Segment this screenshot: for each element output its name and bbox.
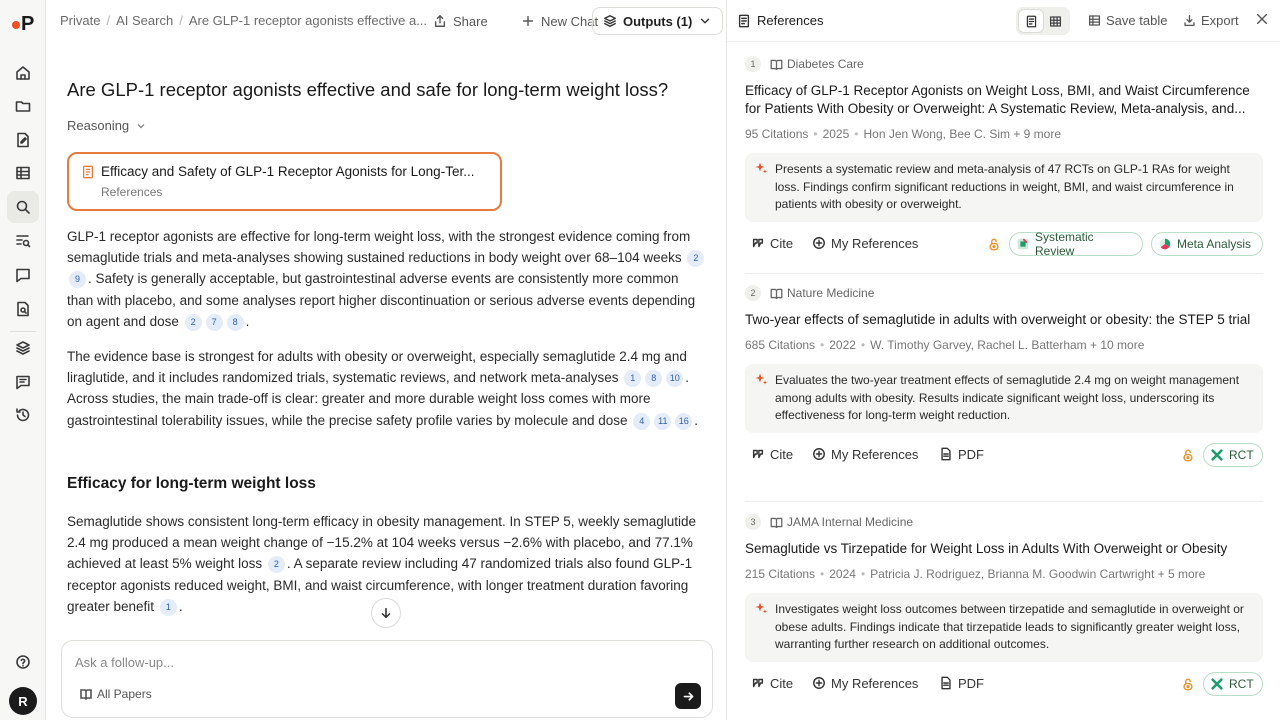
new-chat-label: New Chat — [541, 13, 599, 29]
sparkle-icon — [755, 602, 767, 614]
citation-chip[interactable]: 1 — [160, 599, 177, 616]
chevron-down-icon — [135, 120, 147, 132]
cite-button[interactable] — [751, 676, 793, 691]
citation-chip[interactable]: 9 — [69, 271, 86, 288]
outputs-label: Outputs (1) — [623, 13, 693, 29]
citation-chip[interactable]: 8 — [645, 370, 662, 387]
tag-label: RCT — [1229, 447, 1254, 462]
help-icon[interactable] — [7, 646, 39, 678]
open-access-icon — [1181, 447, 1195, 463]
message-list-icon[interactable] — [7, 366, 39, 398]
plus-circle-icon — [812, 447, 826, 461]
my-references-button[interactable] — [812, 236, 918, 251]
reference-actions — [745, 672, 1263, 698]
table-view-icon[interactable] — [1043, 10, 1067, 32]
question-title: Are GLP-1 receptor agonists effective and safe for long-term weight loss? — [67, 79, 669, 100]
table-icon — [1088, 14, 1101, 27]
sparkle-icon — [755, 373, 767, 385]
breadcrumb-private[interactable]: Private — [60, 13, 101, 28]
my-references-button[interactable] — [812, 447, 918, 462]
reference-number: 1 — [745, 56, 761, 72]
outputs-dropdown[interactable] — [592, 7, 723, 35]
list-view-icon[interactable] — [1019, 10, 1043, 32]
layers-icon[interactable] — [7, 332, 39, 364]
reference-summary — [745, 153, 1263, 222]
book-icon — [770, 287, 783, 300]
cite-label: Cite — [770, 675, 794, 691]
citation-chip[interactable]: 7 — [206, 314, 223, 331]
document-icon — [81, 165, 95, 179]
app-logo[interactable] — [12, 14, 34, 34]
authors: Patricia J. Rodriguez, Brianna M. Goodwin Cartwright + 5 more — [870, 567, 1206, 581]
reference-title[interactable]: Two-year effects of semaglutide in adults with overweight or obesity: the STEP 5 trial — [745, 312, 1251, 327]
citation-chip[interactable]: 11 — [654, 413, 671, 430]
study-type-tag[interactable] — [1203, 672, 1263, 696]
my-references-label: My References — [831, 235, 919, 251]
reference-title[interactable]: Semaglutide vs Tirzepatide for Weight Loss in Adults With Overweight or Obesity — [745, 541, 1228, 556]
search-icon[interactable] — [7, 191, 39, 223]
answer-text: . Across studies, the main trade-off is clear: greater and more durable weight loss comes with more gastrointestinal tolerability issues, while the precise safety profile varies by molecule and dose — [67, 370, 690, 428]
summary-text: Evaluates the two-year treatment effects of semaglutide 2.4 mg on weight management among adults with obesity. Results indicate significant weight loss, underscoring its effectiveness for long-term weight reduction. — [775, 373, 1240, 423]
rct-icon — [1210, 448, 1224, 462]
home-icon[interactable] — [7, 57, 39, 89]
reference-card-subtitle: References — [101, 185, 163, 199]
view-toggle — [1016, 7, 1070, 35]
history-icon[interactable] — [7, 399, 39, 431]
tag-label: Meta Analysis — [1177, 236, 1252, 251]
answer-text: . Safety is generally acceptable, but gastrointestinal adverse events are consistently more common than with placebo, and some analyses report higher discontinuation or serious adverse events depending on agent and dose — [67, 271, 696, 329]
pdf-button[interactable] — [939, 447, 984, 462]
meta-dot: • — [860, 567, 866, 581]
send-button[interactable] — [675, 683, 701, 709]
references-panel — [727, 0, 1280, 720]
reference-journal — [745, 285, 1263, 301]
authors: Hon Jen Wong, Bee C. Sim + 9 more — [863, 127, 1062, 141]
share-label: Share — [453, 13, 488, 29]
reference-actions — [745, 443, 1263, 469]
open-access-icon — [987, 236, 1001, 252]
save-table-button[interactable] — [1088, 13, 1167, 28]
summary-text: Presents a systematic review and meta-analysis of 47 RCTs on GLP-1 RAs for weight loss. Findings confirm significant reductions in weight, BMI, and waist circumference in patients with obesity or overweight. — [775, 162, 1234, 212]
citation-chip[interactable]: 16 — [675, 413, 692, 430]
my-references-button[interactable] — [812, 676, 918, 691]
reference-number: 3 — [745, 514, 761, 530]
pdf-icon — [939, 447, 953, 461]
book-icon — [770, 58, 783, 71]
section-heading: Efficacy for long-term weight loss — [67, 475, 316, 492]
meta-dot: • — [854, 127, 859, 141]
citation-chip[interactable]: 8 — [227, 314, 244, 331]
review-icon — [1016, 237, 1030, 251]
reference-entry — [745, 56, 1263, 258]
citation-chip[interactable]: 2 — [185, 314, 202, 331]
answer-text: . A separate review including 47 randomized trials also found GLP-1 receptor agonists reduced weight, BMI, and waist circumference, with longer treatment duration favoring greater benefit — [67, 556, 693, 614]
breadcrumb-current: Are GLP-1 receptor agonists effective a... — [188, 13, 428, 28]
citation-chip[interactable]: 10 — [666, 370, 683, 387]
citation-count: 215 Citations — [745, 567, 816, 581]
folder-icon[interactable] — [7, 90, 39, 122]
arrow-right-icon — [682, 690, 695, 703]
reference-entry — [745, 285, 1263, 469]
plus-icon — [521, 14, 535, 28]
download-icon — [1183, 14, 1196, 27]
citation-chip[interactable]: 2 — [268, 556, 285, 573]
sparkle-icon — [755, 162, 767, 174]
references-title — [737, 13, 823, 28]
reference-actions — [745, 229, 1263, 258]
document-icon — [737, 14, 751, 28]
publication-year: 2025 — [822, 127, 850, 141]
answer-text: The evidence base is strongest for adults with obesity or overweight, especially semaglutide 2.4 mg and liraglutide, and it includes randomized trials, systematic reviews, and network meta-analyses — [67, 349, 687, 386]
cite-label: Cite — [770, 446, 794, 462]
follow-up-input[interactable] — [75, 651, 675, 673]
pdf-label: PDF — [958, 675, 984, 691]
study-type-tag[interactable] — [1009, 229, 1143, 258]
reference-summary — [745, 593, 1263, 662]
citation-chip[interactable]: 1 — [624, 370, 641, 387]
scroll-down-button[interactable] — [371, 598, 401, 628]
publication-year: 2024 — [829, 567, 856, 581]
tag-label: RCT — [1229, 676, 1254, 691]
pdf-icon — [939, 676, 953, 690]
breadcrumb-ai-search[interactable]: AI Search — [116, 13, 174, 28]
book-icon — [770, 516, 783, 529]
answer-text: . — [245, 313, 250, 329]
chevron-down-icon — [698, 14, 712, 28]
pie-chart-icon — [1158, 237, 1172, 251]
save-table-label: Save table — [1106, 13, 1168, 28]
reference-journal — [745, 514, 1263, 530]
logo-dot — [12, 21, 20, 29]
cite-label: Cite — [770, 235, 794, 251]
pdf-label: PDF — [958, 446, 984, 462]
journal-name: Nature Medicine — [787, 286, 875, 300]
reasoning-label: Reasoning — [67, 118, 130, 133]
quote-icon — [751, 676, 765, 690]
export-label: Export — [1201, 13, 1239, 28]
meta-dot: • — [860, 338, 866, 352]
reference-divider — [745, 273, 1263, 274]
study-type-tag[interactable] — [1203, 443, 1263, 467]
reference-meta — [745, 127, 1263, 141]
citation-count: 685 Citations — [745, 338, 816, 352]
chat-panel — [46, 0, 727, 720]
answer-paragraph-2 — [67, 346, 707, 431]
summary-text: Investigates weight loss outcomes between tirzepatide and semaglutide in overweight or obese adults. Findings indicate that tirzepatide leads to significantly greater weight loss, warranting further research on additional outcomes. — [775, 602, 1244, 652]
journal-name: JAMA Internal Medicine — [787, 515, 914, 529]
reference-entry — [745, 514, 1263, 698]
reference-number: 2 — [745, 285, 761, 301]
meta-dot: • — [813, 127, 818, 141]
reference-journal — [745, 56, 1263, 72]
arrow-down-icon — [379, 606, 393, 620]
meta-dot: • — [820, 338, 825, 352]
pdf-button[interactable] — [939, 676, 984, 691]
cite-button[interactable] — [751, 447, 793, 462]
share-button[interactable] — [433, 8, 488, 34]
references-header — [727, 0, 1280, 42]
breadcrumb: Private / AI Search / Are GLP-1 receptor agonists effective a... — [60, 13, 428, 28]
table-icon[interactable] — [7, 157, 39, 189]
meta-dot: • — [820, 567, 825, 581]
new-chat-button[interactable] — [521, 8, 598, 34]
share-icon — [433, 14, 447, 28]
reference-summary — [745, 364, 1263, 433]
output-reference-card[interactable] — [67, 152, 502, 211]
book-icon — [80, 688, 92, 700]
answer-text: Semaglutide shows consistent long-term efficacy in obesity management. In STEP 5, weekly semaglutide 2.4 mg produced a mean weight change of −15.2% at 104 weeks versus −2.6% with placebo, and 77.1% achieved at least 5% weight loss — [67, 514, 697, 572]
user-avatar[interactable]: R — [9, 687, 37, 715]
my-references-label: My References — [831, 675, 919, 691]
scope-selector[interactable] — [80, 687, 152, 701]
logo-letter: P — [21, 13, 35, 35]
quote-icon — [751, 447, 765, 461]
journal-name: Diabetes Care — [787, 57, 864, 71]
composer — [61, 640, 713, 718]
reference-title[interactable]: Efficacy of GLP-1 Receptor Agonists on Weight Loss, BMI, and Waist Circumference for Patients With Obesity or Overweight: A Systematic Review, Meta-analysis, and... — [745, 83, 1250, 116]
layers-icon — [603, 14, 617, 28]
reference-divider — [745, 501, 1263, 502]
reference-meta — [745, 338, 1263, 352]
quote-icon — [751, 236, 765, 250]
my-references-label: My References — [831, 446, 919, 462]
left-rail — [0, 0, 46, 720]
publication-year: 2022 — [829, 338, 856, 352]
document-edit-icon[interactable] — [7, 124, 39, 156]
reasoning-toggle[interactable] — [67, 118, 147, 133]
chat-topbar — [46, 0, 727, 42]
reference-meta — [745, 567, 1263, 581]
authors: W. Timothy Garvey, Rachel L. Batterham + 10 more — [870, 338, 1145, 352]
answer-text: . — [694, 412, 699, 428]
citation-chip[interactable]: 2 — [687, 250, 704, 267]
doc-search-icon[interactable] — [7, 293, 39, 325]
cite-button[interactable] — [751, 236, 793, 251]
citation-count: 95 Citations — [745, 127, 809, 141]
answer-text: GLP-1 receptor agonists are effective for long-term weight loss, with the strongest evidence coming from semaglutide trials and meta-analyses showing sustained reductions in body weight over 68–104 weeks — [67, 229, 691, 266]
chat-icon[interactable] — [7, 259, 39, 291]
tag-label: Systematic Review — [1035, 229, 1094, 258]
study-type-tag[interactable] — [1151, 232, 1263, 256]
list-search-icon[interactable] — [7, 225, 39, 257]
export-button[interactable] — [1183, 13, 1239, 28]
close-icon[interactable] — [1255, 12, 1269, 26]
plus-circle-icon — [812, 676, 826, 690]
answer-text: . — [178, 598, 183, 614]
references-title-label: References — [757, 13, 824, 28]
plus-circle-icon — [812, 236, 826, 250]
scope-label: All Papers — [97, 687, 152, 701]
answer-paragraph-1 — [67, 226, 707, 332]
reference-card-title: Efficacy and Safety of GLP-1 Receptor Agonists for Long-Ter... — [101, 164, 475, 179]
open-access-icon — [1181, 676, 1195, 692]
citation-chip[interactable]: 4 — [633, 413, 650, 430]
rct-icon — [1210, 677, 1224, 691]
